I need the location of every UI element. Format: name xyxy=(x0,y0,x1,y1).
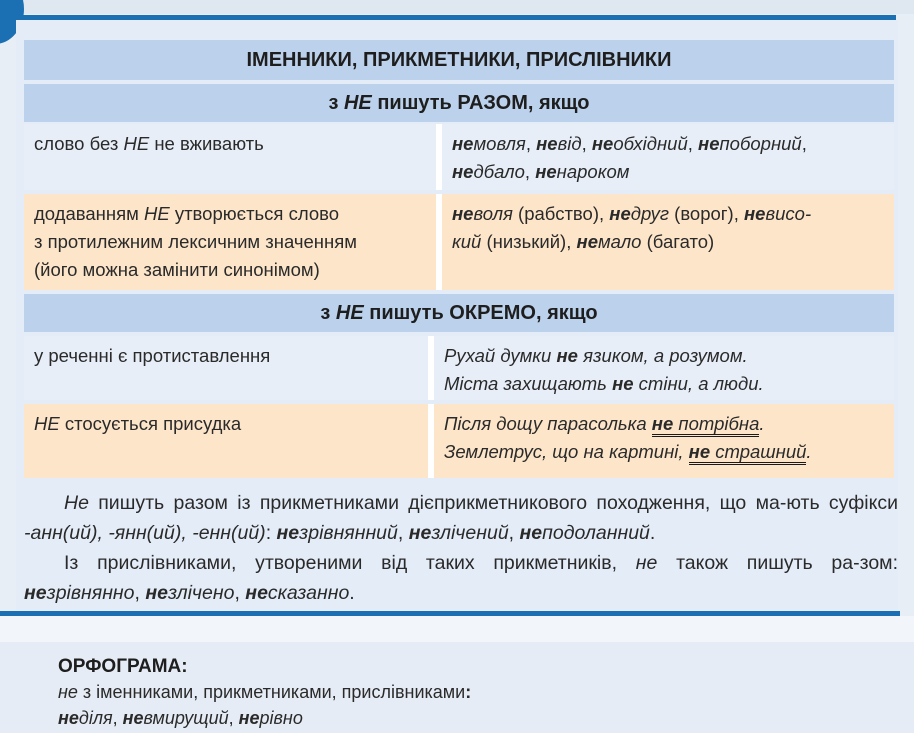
orfograma-examples: неділя, невмирущий, нерівно xyxy=(58,708,303,728)
table-row xyxy=(24,336,894,400)
section-separate-header: з НЕ пишуть ОКРЕМО, якщо xyxy=(24,294,894,332)
examples-cell: неволя (рабство), недруг (ворог), невисо- кий (низький), немало (багато) xyxy=(442,194,894,290)
rule-cell: слово без НЕ не вживають xyxy=(24,124,436,190)
orfograma-title: ОРФОГРАМА: xyxy=(58,656,188,677)
examples-cell: немовля, невід, необхідний, непоборний, недбало, ненароком xyxy=(442,124,894,190)
table-row xyxy=(24,124,894,190)
rule-cell: додаванням НЕ утворюється слово з протилежним лексичним значенням (його можна замінити синонімом) xyxy=(24,194,436,290)
page-title: ІМЕННИКИ, ПРИКМЕТНИКИ, ПРИСЛІВНИКИ xyxy=(24,40,894,80)
rule-cell: у реченні є протиставлення xyxy=(24,336,428,400)
paragraph-adverbs: Із прислівниками, утвореними від таких прикметників, не також пишуть ра-зом: незрівнянно, незлічено, несказанно. xyxy=(24,552,898,604)
examples-cell: Після дощу парасолька не потрібна. Землетрус, що на картині, не страшний. xyxy=(434,404,894,478)
top-strip xyxy=(0,0,914,14)
orfograma-box xyxy=(0,642,914,733)
paragraph-adjectives: Не пишуть разом із прикметниками дієприкметникового походження, що ма-ють суфікси -анн(ий), -янн(ий), -енн(ий): незрівнянний, незлічений, неподоланний. xyxy=(24,492,898,544)
examples-cell: Рухай думки не язиком, а розумом. Міста захищають не стіни, а люди. xyxy=(434,336,894,400)
rule-cell: НЕ стосується присудка xyxy=(24,404,428,478)
section-together-header: з НЕ пишуть РАЗОМ, якщо xyxy=(24,84,894,122)
orfograma-rule: не з іменниками, прикметниками, прислівниками: xyxy=(58,682,472,702)
table-row xyxy=(24,404,894,478)
table-row xyxy=(24,194,894,290)
